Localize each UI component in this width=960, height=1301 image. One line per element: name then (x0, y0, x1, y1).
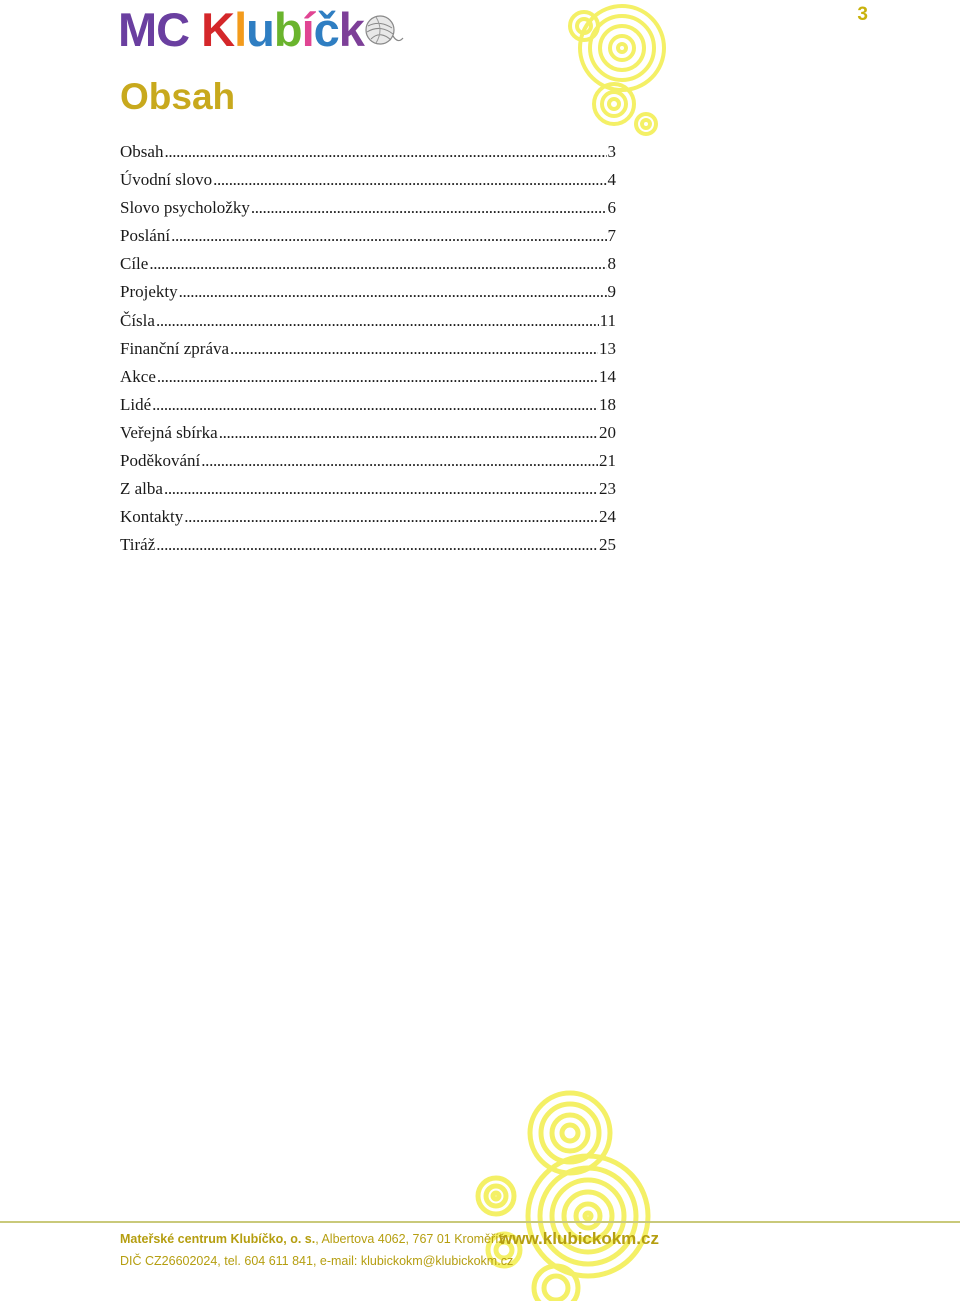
toc-title: Čísla (120, 310, 155, 330)
toc-entry[interactable] (120, 166, 616, 194)
logo-letter: í (301, 3, 314, 56)
toc-entry[interactable] (120, 391, 616, 419)
logo-letter: k (338, 3, 364, 56)
footer-website-link[interactable]: www.klubickokm.cz (499, 1229, 659, 1248)
toc-dot-leader (251, 194, 607, 222)
page-number: 3 (857, 4, 868, 25)
toc-dot-leader (152, 391, 598, 419)
toc-page-number: 8 (607, 254, 616, 274)
toc-entry[interactable] (120, 447, 616, 475)
toc-dot-leader (149, 250, 606, 278)
toc-page-number: 20 (599, 422, 616, 442)
footer-divider (0, 1221, 960, 1223)
toc-page-number: 21 (599, 451, 616, 471)
toc-title: Úvodní slovo (120, 170, 213, 190)
toc-dot-leader (219, 419, 598, 447)
toc-page-number: 11 (599, 310, 616, 330)
toc-entry[interactable] (120, 138, 616, 166)
toc-page-number: 24 (599, 507, 616, 527)
toc-dot-leader (213, 166, 606, 194)
toc-title: Tiráž (120, 535, 156, 555)
toc-dot-leader (201, 447, 598, 475)
toc-page-number: 23 (599, 479, 616, 499)
toc-entry[interactable] (120, 531, 616, 559)
toc-dot-leader (164, 475, 598, 503)
logo-letter: u (246, 3, 274, 56)
logo-letter: M (118, 3, 157, 56)
toc-dot-leader (179, 278, 607, 306)
logo-letter: l (234, 3, 247, 56)
footer-address: , Albertova 4062, 767 01 Kroměříž (315, 1232, 505, 1246)
page-title: Obsah (120, 76, 236, 117)
toc-page-number: 14 (599, 366, 616, 386)
toc-dot-leader (156, 531, 598, 559)
toc-entry[interactable] (120, 307, 616, 335)
toc-title: Poděkování (120, 451, 201, 471)
decorative-rings-top (538, 0, 668, 150)
footer-address-row (120, 1228, 513, 1250)
toc-title: Obsah (120, 142, 164, 161)
yarn-ball-icon (362, 12, 404, 48)
table-of-contents (120, 138, 616, 559)
toc-title: Projekty (120, 282, 178, 302)
logo (118, 2, 364, 58)
toc-page-number: 3 (607, 142, 616, 161)
toc-page-number: 7 (607, 226, 616, 246)
toc-entry[interactable] (120, 363, 616, 391)
toc-page-number: 25 (599, 535, 616, 555)
toc-title: Z alba (120, 479, 163, 499)
toc-title: Kontakty (120, 507, 184, 527)
toc-entry[interactable] (120, 503, 616, 531)
footer (120, 1228, 659, 1272)
toc-page-number: 9 (607, 282, 616, 302)
toc-title: Lidé (120, 394, 152, 414)
logo-letter: K (201, 3, 235, 56)
toc-dot-leader (171, 222, 606, 250)
logo-letter: č (313, 3, 339, 56)
toc-page-number: 4 (607, 170, 616, 190)
footer-org-name: Mateřské centrum Klubíčko, o. s. (120, 1232, 316, 1246)
toc-title: Cíle (120, 254, 149, 274)
toc-entry[interactable] (120, 222, 616, 250)
toc-title: Akce (120, 366, 156, 386)
footer-contact: DIČ CZ26602024, tel. 604 611 841, e-mail: klubickokm@klubickokm.cz (120, 1254, 514, 1268)
logo-letter: b (273, 3, 302, 56)
toc-entry[interactable] (120, 194, 616, 222)
toc-title: Poslání (120, 226, 171, 246)
toc-dot-leader (184, 503, 598, 531)
toc-entry[interactable] (120, 335, 616, 363)
toc-page-number: 6 (607, 198, 616, 218)
toc-dot-leader (164, 138, 606, 166)
toc-dot-leader (230, 335, 598, 363)
toc-entry[interactable] (120, 419, 616, 447)
toc-entry[interactable] (120, 278, 616, 306)
toc-page-number: 18 (599, 394, 616, 414)
toc-page-number: 13 (599, 338, 616, 358)
toc-entry[interactable] (120, 475, 616, 503)
toc-entry[interactable] (120, 250, 616, 278)
toc-title: Slovo psycholožky (120, 198, 250, 218)
toc-title: Finanční zpráva (120, 338, 230, 358)
logo-letter: C (156, 3, 190, 56)
toc-dot-leader (156, 307, 599, 335)
toc-title: Veřejná sbírka (120, 422, 218, 442)
toc-dot-leader (157, 363, 598, 391)
